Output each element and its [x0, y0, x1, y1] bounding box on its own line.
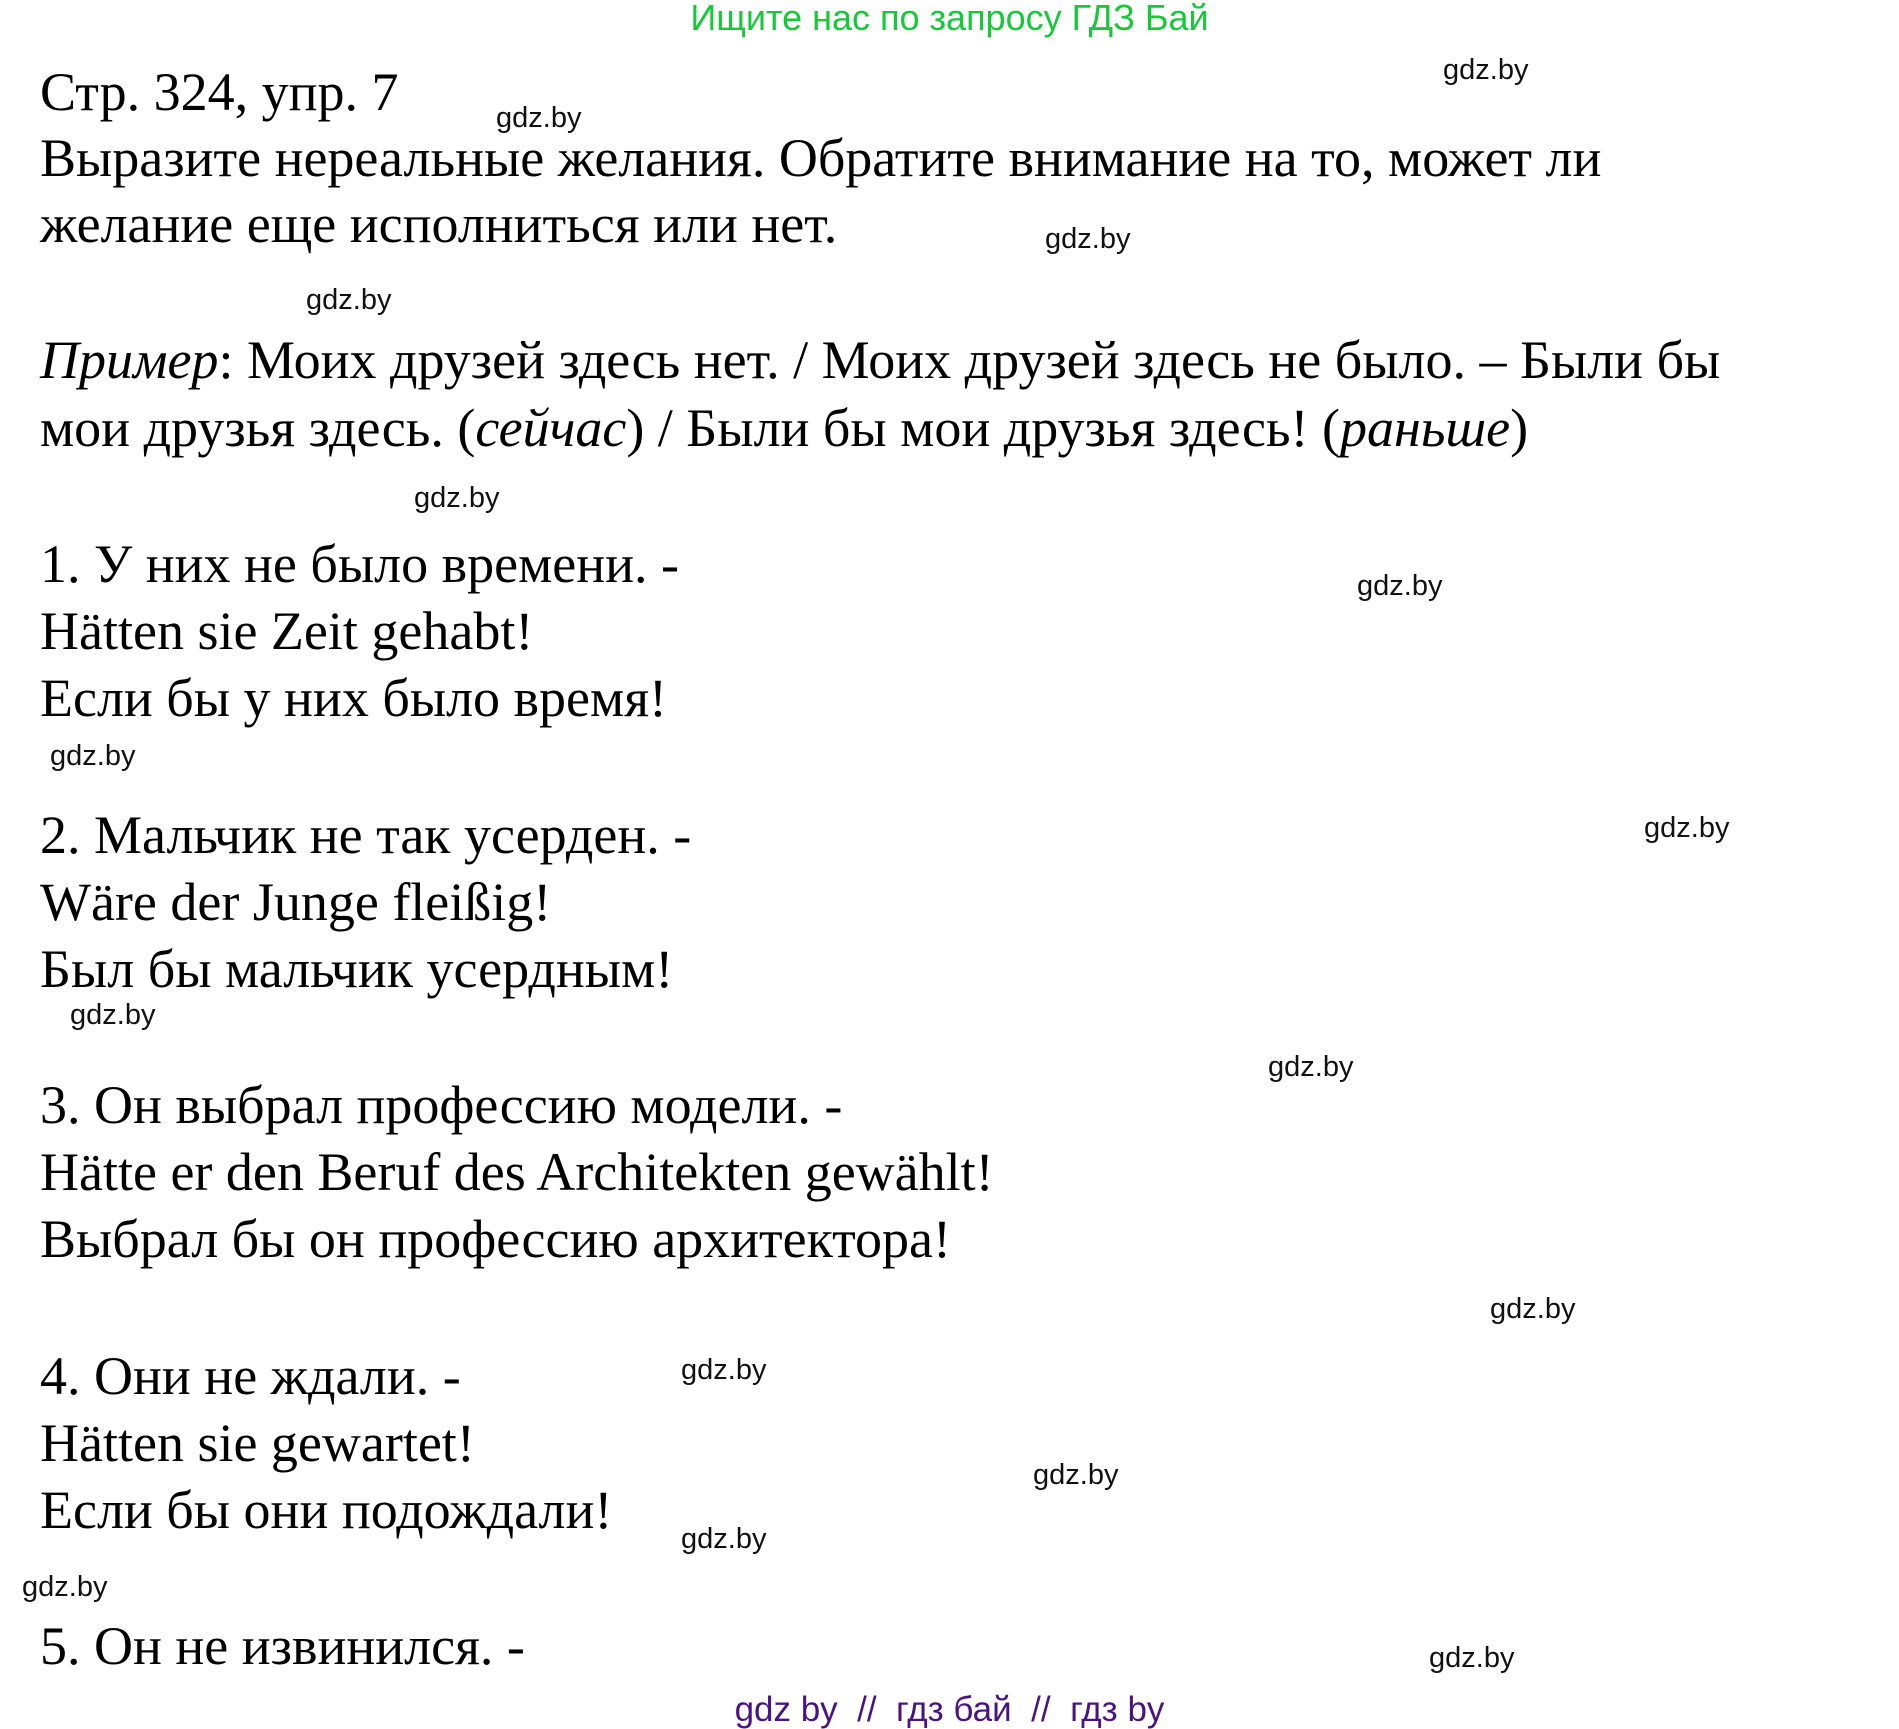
example-text: )	[1510, 398, 1529, 458]
footer-link-gdz-by-cyr[interactable]: гдз by	[1070, 1690, 1165, 1729]
item-3-russian: Выбрал бы он профессию архитектора!	[40, 1209, 951, 1269]
task-line-1: Выразите нереальные желания. Обратите внимание на то, может ли	[40, 128, 1602, 188]
item-4-german: Hätten sie gewartet!	[40, 1413, 475, 1473]
example-text: мои друзья здесь. (	[40, 398, 476, 458]
watermark: gdz.by	[496, 102, 582, 134]
watermark: gdz.by	[1644, 812, 1730, 844]
item-4-russian: Если бы они подождали!	[40, 1480, 613, 1540]
item-2-russian: Был бы мальчик усердным!	[40, 939, 674, 999]
watermark: gdz.by	[1033, 1459, 1119, 1491]
item-1-question: 1. У них не было времени. -	[40, 534, 679, 594]
footer-links	[0, 1692, 1899, 1728]
example-line-1	[40, 326, 1720, 394]
watermark: gdz.by	[1045, 223, 1131, 255]
footer-separator: //	[837, 1690, 897, 1729]
example-now: сейчас	[475, 398, 627, 458]
example-text: ) / Были бы мои друзья здесь! (	[626, 398, 1341, 458]
footer-link-gdz-by[interactable]: gdz by	[734, 1690, 838, 1729]
watermark: gdz.by	[681, 1354, 767, 1386]
item-3-question: 3. Он выбрал профессию модели. -	[40, 1075, 843, 1135]
example-label: Пример	[40, 330, 219, 390]
item-3-german: Hätte er den Beruf des Architekten gewählt!	[40, 1142, 994, 1202]
watermark: gdz.by	[1490, 1293, 1576, 1325]
example-text: : Моих друзей здесь нет. / Моих друзей здесь не было. – Были бы	[218, 330, 1721, 390]
watermark: gdz.by	[1357, 570, 1443, 602]
watermark: gdz.by	[1443, 54, 1529, 86]
example-line-2	[40, 394, 1528, 462]
watermark: gdz.by	[22, 1571, 108, 1603]
watermark: gdz.by	[414, 482, 500, 514]
task-line-2: желание еще исполниться или нет.	[40, 194, 838, 254]
example-before: раньше	[1340, 398, 1511, 458]
item-4-question: 4. Они не ждали. -	[40, 1346, 461, 1406]
watermark: gdz.by	[681, 1523, 767, 1555]
item-2-question: 2. Мальчик не так усерден. -	[40, 805, 692, 865]
ad-banner[interactable]: Ищите нас по запросу ГДЗ Бай	[690, 0, 1209, 38]
footer-separator: //	[1011, 1690, 1071, 1729]
footer-link-gdz-bai[interactable]: гдз бай	[896, 1690, 1012, 1729]
page-heading: Стр. 324, упр. 7	[40, 62, 399, 122]
watermark: gdz.by	[306, 284, 392, 316]
item-5-question: 5. Он не извинился. -	[40, 1616, 525, 1676]
item-1-german: Hätten sie Zeit gehabt!	[40, 601, 534, 661]
item-1-russian: Если бы у них было время!	[40, 668, 668, 728]
watermark: gdz.by	[1268, 1051, 1354, 1083]
watermark: gdz.by	[70, 999, 156, 1031]
watermark: gdz.by	[50, 740, 136, 772]
item-2-german: Wäre der Junge fleißig!	[40, 872, 552, 932]
watermark: gdz.by	[1429, 1642, 1515, 1674]
